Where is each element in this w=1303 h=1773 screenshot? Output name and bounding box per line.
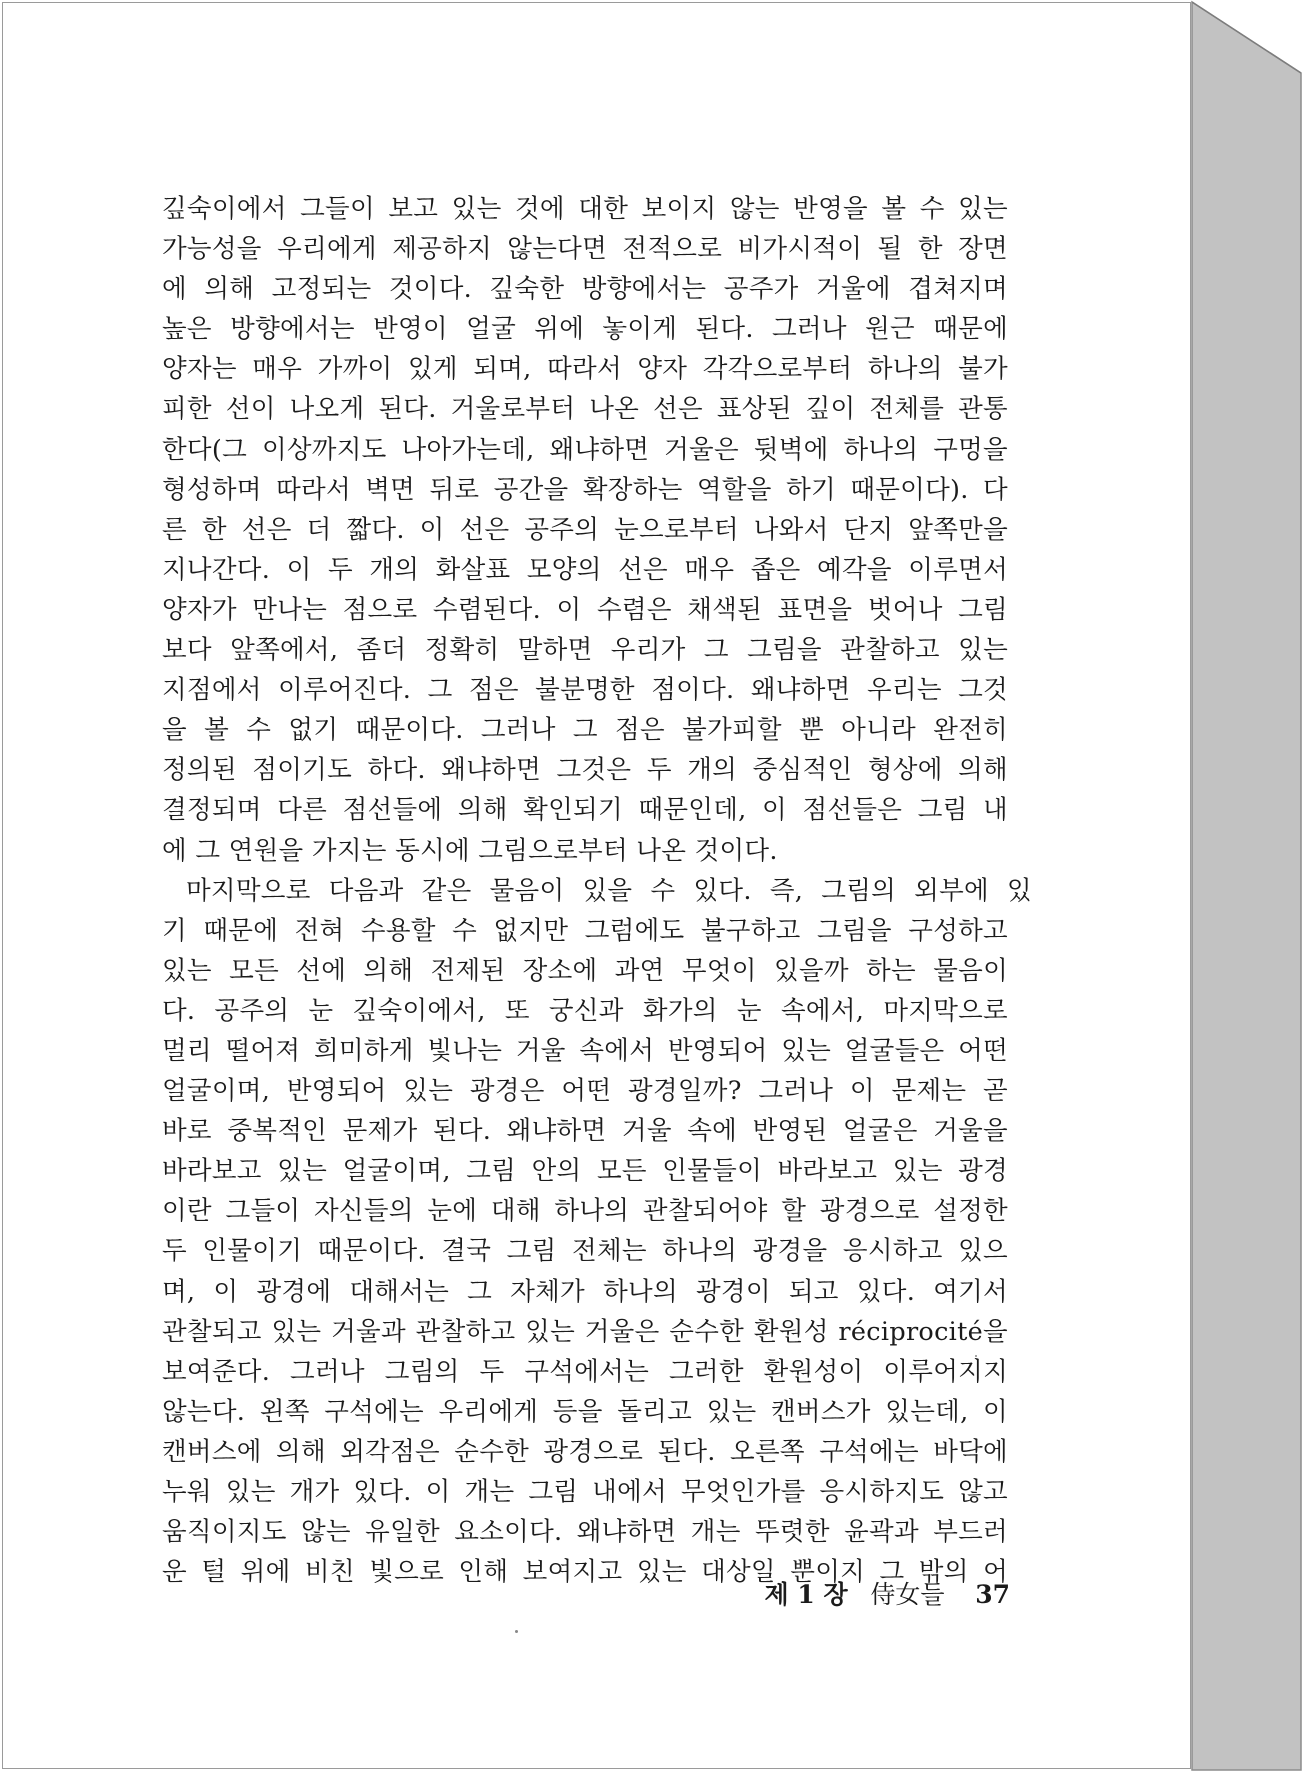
chapter-title: 侍女들 bbox=[870, 1580, 945, 1609]
text-line: 보여준다. 그러나 그림의 두 구석에서는 그러한 환원성이 이루어지지 bbox=[162, 1356, 1008, 1387]
paragraph bbox=[162, 871, 1032, 1593]
page-number: 37 bbox=[975, 1580, 1010, 1609]
text-line: 정의된 점이기도 하다. 왜냐하면 그것은 두 개의 중심적인 형상에 의해 bbox=[162, 755, 1008, 786]
text-line: 마지막으로 다음과 같은 물음이 있을 수 있다. 즉, 그림의 외부에 있 bbox=[186, 875, 1032, 906]
text-line: 이란 그들이 자신들의 눈에 대해 하나의 관찰되어야 할 광경으로 설정한 bbox=[162, 1196, 1008, 1227]
text-line: 에 그 연원을 가지는 동시에 그림으로부터 나온 것이다. bbox=[162, 835, 778, 866]
text-line: 기 때문에 전혀 수용할 수 없지만 그럼에도 불구하고 그림을 구성하고 bbox=[162, 915, 1008, 946]
text-line: 바로 중복적인 문제가 된다. 왜냐하면 거울 속에 반영된 얼굴은 거울을 bbox=[162, 1116, 1008, 1147]
text-line: 두 인물이기 때문이다. 결국 그림 전체는 하나의 광경을 응시하고 있으 bbox=[162, 1236, 1008, 1267]
text-line: 보다 앞쪽에서, 좀더 정확히 말하면 우리가 그 그림을 관찰하고 있는 bbox=[162, 635, 1008, 666]
text-line: 결정되며 다른 점선들에 의해 확인되기 때문인데, 이 점선들은 그림 내 bbox=[162, 795, 1008, 826]
text-line: 움직이지도 않는 유일한 요소이다. 왜냐하면 개는 뚜렷한 윤곽과 부드러 bbox=[162, 1517, 1008, 1548]
text-line: 며, 이 광경에 대해서는 그 자체가 하나의 광경이 되고 있다. 여기서 bbox=[162, 1276, 1008, 1307]
text-line: 형성하며 따라서 벽면 뒤로 공간을 확장하는 역할을 하기 때문이다). 다 bbox=[162, 474, 1008, 505]
text-line: 얼굴이며, 반영되어 있는 광경은 어떤 광경일까? 그러나 이 문제는 곧 bbox=[162, 1076, 1008, 1107]
text-line: 캔버스에 의해 외각점은 순수한 광경으로 된다. 오른쪽 구석에는 바닥에 bbox=[162, 1436, 1008, 1467]
text-line: 관찰되고 있는 거울과 관찰하고 있는 거울은 순수한 환원성 réciprocité을 bbox=[162, 1316, 1008, 1347]
text-line: 양자는 매우 가까이 있게 되며, 따라서 양자 각각으로부터 하나의 불가 bbox=[162, 354, 1008, 385]
text-line: 른 한 선은 더 짧다. 이 선은 공주의 눈으로부터 나와서 단지 앞쪽만을 bbox=[162, 514, 1008, 545]
scan-speck bbox=[515, 1630, 518, 1633]
page-footer bbox=[760, 1578, 1010, 1612]
text-line: 가능성을 우리에게 제공하지 않는다면 전적으로 비가시적이 될 한 장면 bbox=[162, 234, 1008, 265]
text-line: 지나간다. 이 두 개의 화살표 모양의 선은 매우 좁은 예각을 이루면서 bbox=[162, 554, 1008, 585]
text-line: 바라보고 있는 얼굴이며, 그림 안의 모든 인물들이 바라보고 있는 광경 bbox=[162, 1156, 1008, 1187]
chapter-label: 제 1 장 bbox=[764, 1580, 848, 1609]
text-line: 피한 선이 나오게 된다. 거울로부터 나온 선은 표상된 깊이 전체를 관통 bbox=[162, 394, 1008, 425]
text-line: 않는다. 왼쪽 구석에는 우리에게 등을 돌리고 있는 캔버스가 있는데, 이 bbox=[162, 1396, 1008, 1427]
text-line: 깊숙이에서 그들이 보고 있는 것에 대한 보이지 않는 반영을 볼 수 있는 bbox=[162, 194, 1008, 224]
text-line: 운 털 위에 비친 빛으로 인해 보여지고 있는 대상일 뿐이지 그 밖의 어 bbox=[162, 1557, 1008, 1588]
text-line: 다. 공주의 눈 깊숙이에서, 또 궁신과 화가의 눈 속에서, 마지막으로 bbox=[162, 995, 1008, 1026]
text-line: 을 볼 수 없기 때문이다. 그러나 그 점은 불가피할 뿐 아니라 완전히 bbox=[162, 715, 1008, 746]
text-line: 한다(그 이상까지도 나아가는데, 왜냐하면 거울은 뒷벽에 하나의 구멍을 bbox=[162, 434, 1008, 465]
body-text bbox=[162, 189, 1032, 1592]
text-line: 높은 방향에서는 반영이 얼굴 위에 놓이게 된다. 그러나 원근 때문에 bbox=[162, 314, 1008, 345]
text-line: 에 의해 고정되는 것이다. 깊숙한 방향에서는 공주가 거울에 겹쳐지며 bbox=[162, 274, 1008, 305]
text-line: 있는 모든 선에 의해 전제된 장소에 과연 무엇이 있을까 하는 물음이 bbox=[162, 955, 1008, 986]
text-line: 지점에서 이루어진다. 그 점은 불분명한 점이다. 왜냐하면 우리는 그것 bbox=[162, 675, 1008, 706]
text-line: 양자가 만나는 점으로 수렴된다. 이 수렴은 채색된 표면을 벗어나 그림 bbox=[162, 594, 1008, 625]
text-line: 멀리 떨어져 희미하게 빛나는 거울 속에서 반영되어 있는 얼굴들은 어떤 bbox=[162, 1035, 1008, 1066]
paragraph bbox=[162, 189, 1008, 871]
text-line: 누워 있는 개가 있다. 이 개는 그림 내에서 무엇인가를 응시하지도 않고 bbox=[162, 1477, 1008, 1507]
